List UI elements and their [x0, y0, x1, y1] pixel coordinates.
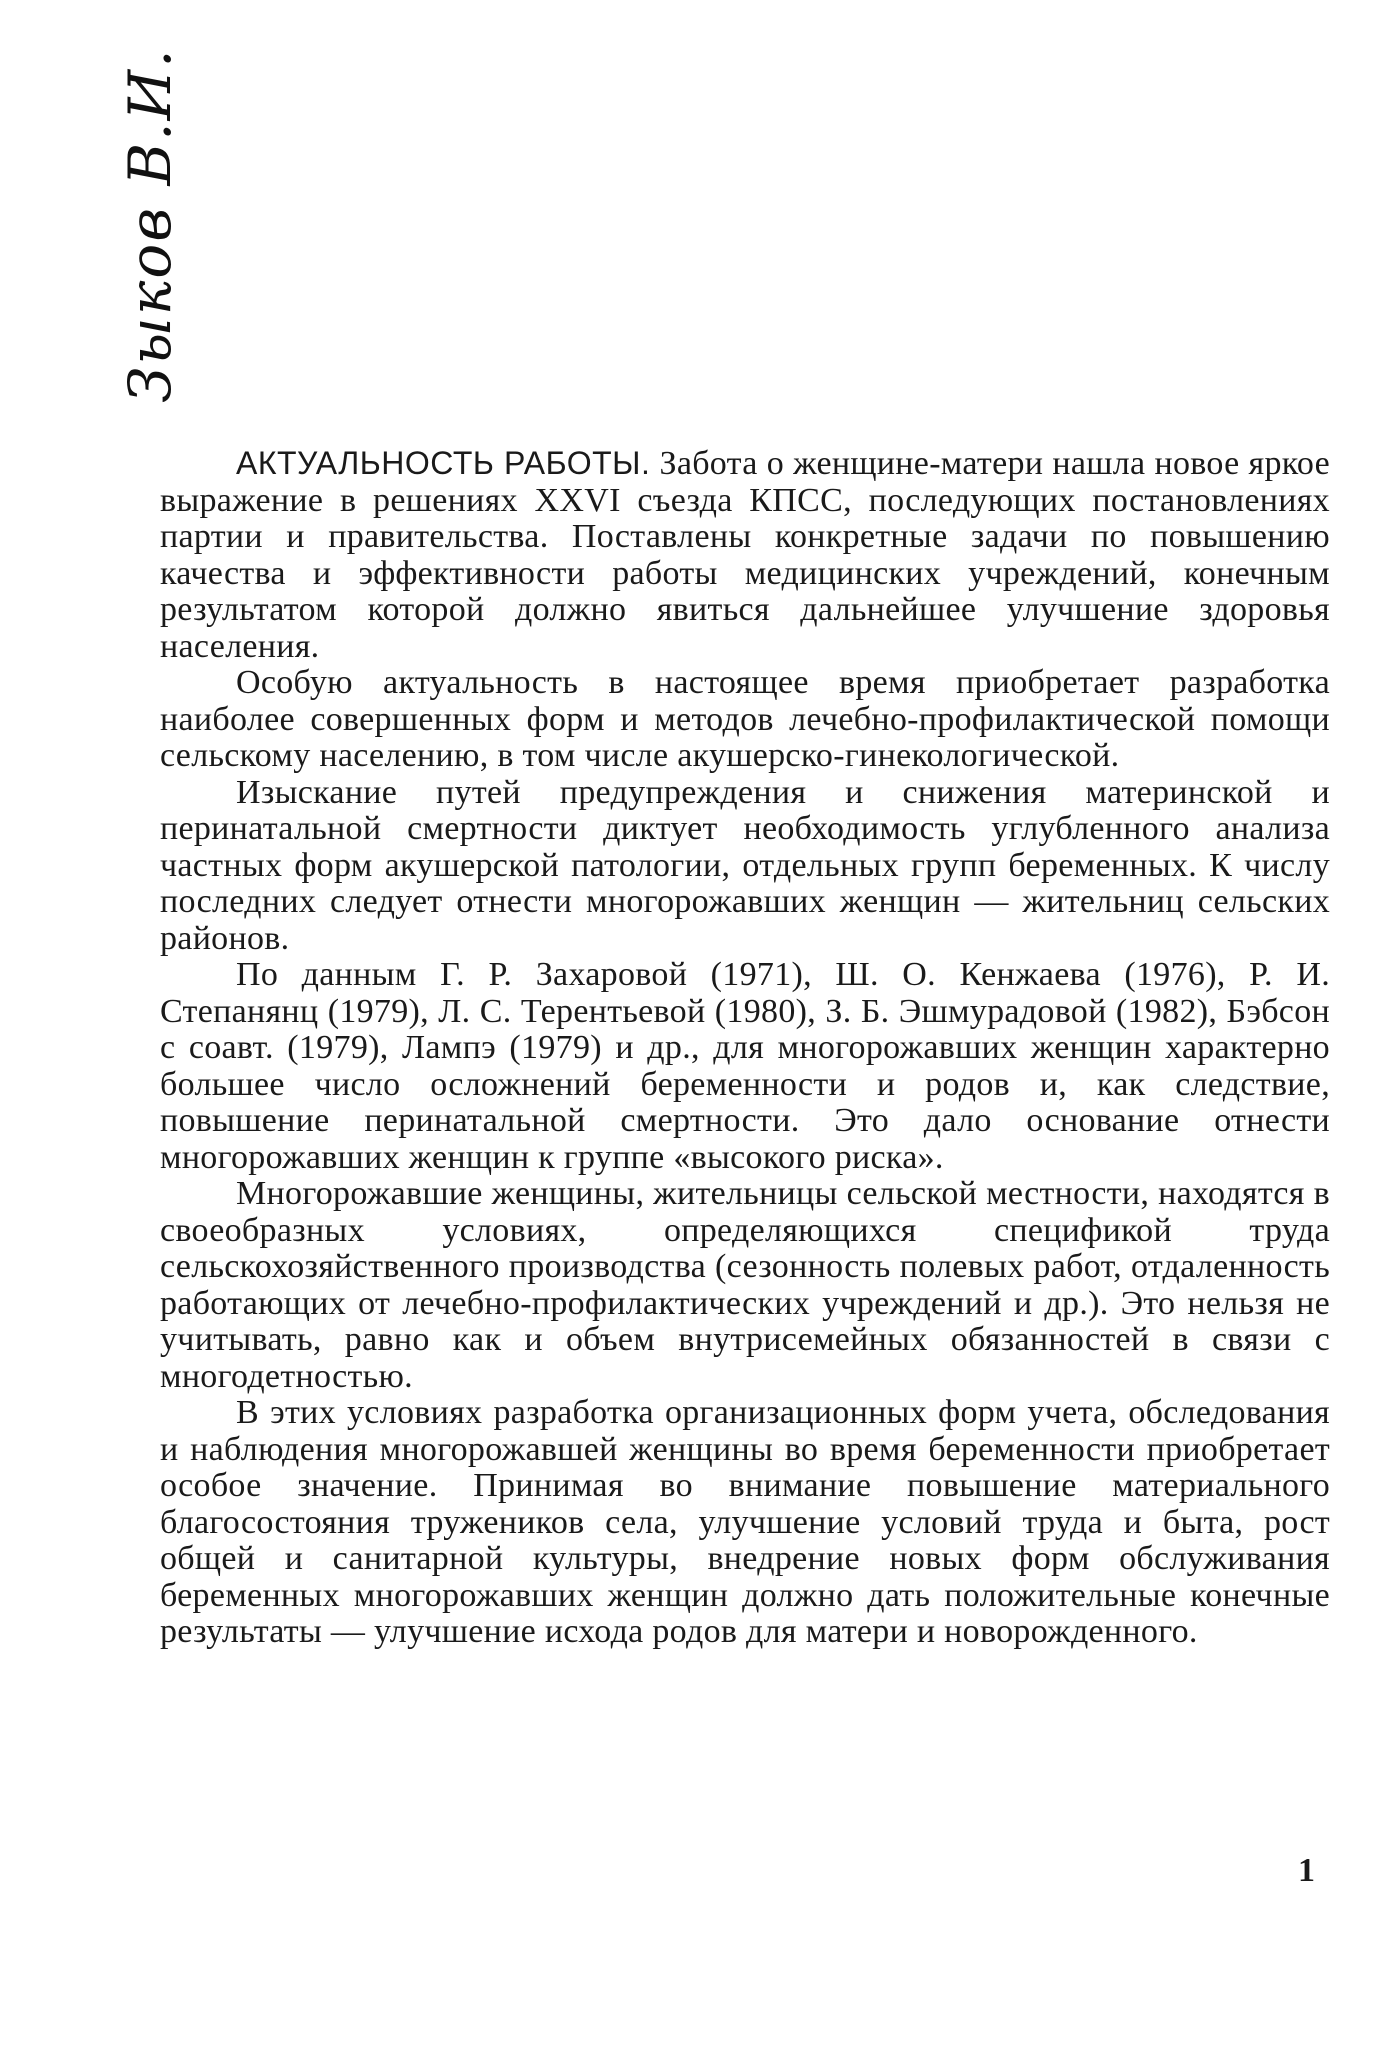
handwritten-author-name: [95, 47, 205, 403]
paragraph-6: В этих условиях разработка организационных форм учета, обследования и наблюдения многорожавшей женщины во время беременности приобретает особое значение. Принимая во внимание повышение материального благосостояния тружеников села, улучшение условий труда и быта, рост общей и санитарной культуры, внедрение новых форм обслуживания беременных многорожавших женщин должно дать положительные конечные результаты — улучшение исхода родов для матери и новорожденного.: [160, 1394, 1330, 1650]
paragraph-4: По данным Г. Р. Захаровой (1971), Ш. О. Кенжаева (1976), Р. И. Степанянц (1979), Л. С. Терентьевой (1980), З. Б. Эшмурадовой (1982), Бэбсон с соавт. (1979), Лампэ (1979) и др., для многорожавших женщин характерно большее число осложнений беременности и родов и, как следствие, повышение перинатальной смертности. Это дало основание отнести многорожавших женщин к группе «высокого риска».: [160, 956, 1330, 1176]
page-number: 1: [1298, 1852, 1315, 1889]
paragraph-3: Изыскание путей предупреждения и снижения материнской и перинатальной смертности диктует необходимость углубленного анализа частных форм акушерской патологии, отдельных групп беременных. К числу последних следует отнести многорожавших женщин — жительниц сельских районов.: [160, 773, 1330, 957]
paragraph-1: [160, 445, 1330, 665]
paragraph-5: Многорожавшие женщины, жительницы сельской местности, находятся в своеобразных условиях, определяющихся спецификой труда сельскохозяйственного производства (сезонность полевых работ, отдаленность работающих от лечебно-профилактических учреждений и др.). Это нельзя не учитывать, равно как и объем внутрисемейных обязанностей в связи с многодетностью.: [160, 1175, 1330, 1395]
paragraph-2: Особую актуальность в настоящее время приобретает разработка наиболее совершенных форм и методов лечебно-профилактической помощи сельскому населению, в том числе акушерско-гинекологической.: [160, 664, 1330, 774]
author-name-text: Зыков В.И.: [116, 47, 184, 403]
section-heading: АКТУАЛЬНОСТЬ РАБОТЫ.: [236, 445, 651, 481]
paragraph-1-text: Забота о женщине-матери нашла новое яркое выражение в решениях XXVI съезда КПСС, последующих постановлениях партии и правительства. Поставлены конкретные задачи по повышению качества и эффективности работы медицинских учреждений, конечным результатом которой должно явиться дальнейшее улучшение здоровья населения.: [160, 445, 1330, 665]
document-body: [160, 445, 1330, 1651]
